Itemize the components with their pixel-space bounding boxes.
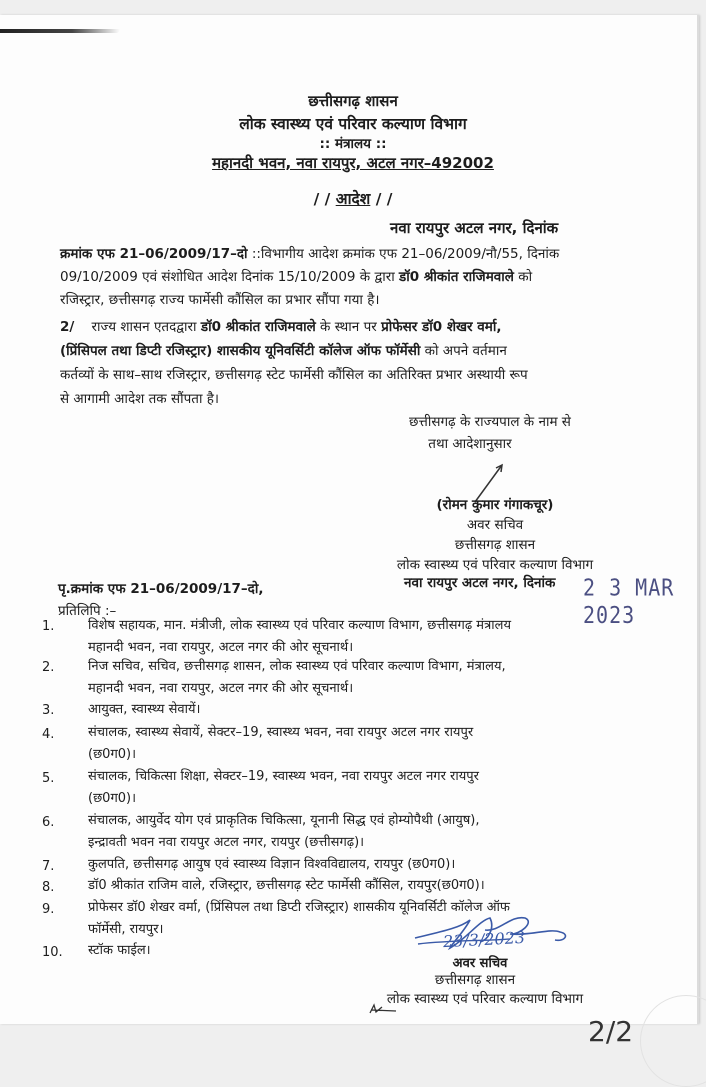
copy-item [88,699,668,721]
para2-number: 2/ [60,319,75,335]
authority-line2: तथा आदेशानुसार [428,436,512,452]
copy-item-number: 3. [42,703,55,718]
page-number: 2/2 [588,1015,634,1048]
signatory1-place-date: नवा रायपुर अटल नगर, दिनांक [404,575,556,591]
officer-designation: (प्रिंसिपल तथा डिप्टी रजिस्ट्रार) शासकीय यूनिवर्सिटी कॉलेज ऑफ फॉर्मेसी [60,343,421,359]
handwritten-date: 23/3/2023 [442,927,526,952]
copy-item-line: (छ0ग0)। [88,747,137,762]
copy-item-line: निज सचिव, सचिव, छत्तीसगढ़ शासन, लोक स्वास्थ्य एवं परिवार कल्याण विभाग, मंत्रालय, [88,659,506,674]
officer-name: डॉ0 श्रीकांत राजिमवाले [399,269,514,285]
copy-item-number: 9. [42,902,55,917]
copy-item-line: आयुक्त, स्वास्थ्य सेवायें। [88,702,201,717]
order-para1-text: को [513,269,533,285]
copy-item [88,810,668,854]
copy-item-line: डॉ0 श्रीकांत राजिम वाले, रजिस्ट्रार, छत्तीसगढ़ स्टेट फार्मेसी कौंसिल, रायपुर(छ0ग0)। [88,878,485,893]
order-title-text: आदेश [335,190,371,208]
signatory1-government: छत्तीसगढ़ शासन [454,537,536,553]
order-para1-text: ::विभागीय आदेश क्रमांक एफ 21–06/2009/नौ/55, दिनांक [247,246,560,262]
copy-item-line: महानदी भवन, नवा रायपुर, अटल नगर की ओर सूचनार्थ। [88,640,354,655]
copy-item-line: फॉर्मेसी, रायपुर। [88,922,164,937]
header-address [0,153,706,173]
order-para2-text: के स्थान पर [315,319,382,335]
copy-item-line: संचालक, चिकित्सा शिक्षा, सेक्टर–19, स्वास्थ्य भवन, नवा रायपुर अटल नगर रायपुर [88,769,479,784]
order-para2-line2 [60,338,507,364]
copy-item [88,615,668,659]
signatory1-department: लोक स्वास्थ्य एवं परिवार कल्याण विभाग [396,557,594,573]
copy-item-line: स्टॉक फाईल। [88,943,151,958]
endorsement-number: पृ.क्रमांक एफ 21–06/2009/17–दो, [58,581,264,597]
order-para2-line1 [60,314,501,340]
copy-item-line: (छ0ग0)। [88,791,137,806]
copy-item-number: 5. [42,771,55,786]
order-para2-text: को अपने वर्तमान [420,343,507,359]
copy-item-number: 2. [42,660,55,675]
copy-item-line: प्रोफेसर डॉ0 शेखर वर्मा, (प्रिंसिपल तथा डिप्टी रजिस्ट्रार) शासकीय यूनिवर्सिटी कॉलेज ऑफ [88,900,510,915]
officer-name: डॉ0 श्रीकांत राजिमवाले [200,319,316,335]
header-address-text: महानदी भवन, नवा रायपुर, अटल नगर–492002 [212,154,494,172]
order-para1-line3: रजिस्ट्रार, छत्तीसगढ़ राज्य फार्मेसी कौंसिल का प्रभार सौंपा गया है। [60,292,380,308]
copy-item-line: कुलपति, छत्तीसगढ़ आयुष एवं स्वास्थ्य विज्ञान विश्वविद्यालय, रायपुर (छ0ग0)। [88,857,456,872]
signatory2-designation: अवर सचिव [452,956,508,971]
order-title-right-slashes: / / [375,190,393,208]
signatory2-department: लोक स्वास्थ्य एवं परिवार कल्याण विभाग [386,991,584,1007]
header-ministry: :: मंत्रालय :: [319,136,387,152]
place-date-line: नवा रायपुर अटल नगर, दिनांक [390,219,559,237]
copy-item-number: 4. [42,727,55,742]
new-officer-name: प्रोफेसर डॉ0 शेखर वर्मा, [381,319,502,335]
order-para2-line4: से आगामी आदेश तक सौंपता है। [60,391,220,407]
order-title [0,187,706,209]
copy-to-label: प्रतिलिपि :– [58,603,117,619]
order-title-left-slashes: / / [313,190,331,208]
copy-item [88,875,668,897]
copy-item-line: इन्द्रावती भवन नवा रायपुर अटल नगर, रायपुर (छत्तीसगढ़)। [88,835,365,850]
header-department: लोक स्वास्थ्य एवं परिवार कल्याण विभाग [239,115,467,133]
authority-line1: छत्तीसगढ़ के राज्यपाल के नाम से [409,414,571,430]
copy-item-line: संचालक, स्वास्थ्य सेवायें, सेक्टर–19, स्वास्थ्य भवन, नवा रायपुर अटल नगर रायपुर [88,725,474,740]
order-number: क्रमांक एफ 21–06/2009/17–दो [60,246,248,262]
copy-item [88,940,668,962]
signatory1-name: (रोमन कुमार गंगाकचूर) [436,497,554,513]
initial-mark [368,1003,398,1017]
copy-item-number: 8. [42,880,55,895]
copy-item-line: संचालक, आयुर्वेद योग एवं प्राकृतिक चिकित्सा, यूनानी सिद्ध एवं होम्योपैथी (आयुष), [88,813,480,828]
order-para2-line3: कर्तव्यों के साथ–साथ रजिस्ट्रार, छत्तीसगढ़ स्टेट फार्मेसी कौंसिल का अतिरिक्त प्रभार अस्थायी रूप [60,367,528,383]
copy-item-number: 1. [42,619,55,634]
copy-item [88,897,668,941]
copy-item [88,854,668,876]
copy-item-number: 6. [42,815,55,830]
copy-item-line: महानदी भवन, नवा रायपुर, अटल नगर की ओर सूचनार्थ। [88,681,354,696]
page-curl-shadow [0,29,120,33]
page-corner-decoration [640,995,706,1087]
copy-item [88,656,668,700]
copy-item-line: विशेष सहायक, मान. मंत्रीजी, लोक स्वास्थ्य एवं परिवार कल्याण विभाग, छत्तीसगढ़ मंत्रालय [88,618,511,633]
header-government: छत्तीसगढ़ शासन [308,92,398,110]
signatory2-government: छत्तीसगढ़ शासन [434,972,516,988]
copy-item [88,722,668,766]
order-para1-text: 09/10/2009 एवं संशोधित आदेश दिनांक 15/10/2009 के द्वारा [60,269,400,285]
copy-item [88,766,668,810]
date-stamp: 2 3 MAR 2023 [583,573,675,629]
order-para2-text: राज्य शासन एतदद्वारा [91,319,201,335]
signatory1-designation: अवर सचिव [466,517,524,533]
copy-item-number: 7. [42,859,55,874]
copy-item-number: 10. [42,945,63,960]
document-page [0,15,699,1048]
